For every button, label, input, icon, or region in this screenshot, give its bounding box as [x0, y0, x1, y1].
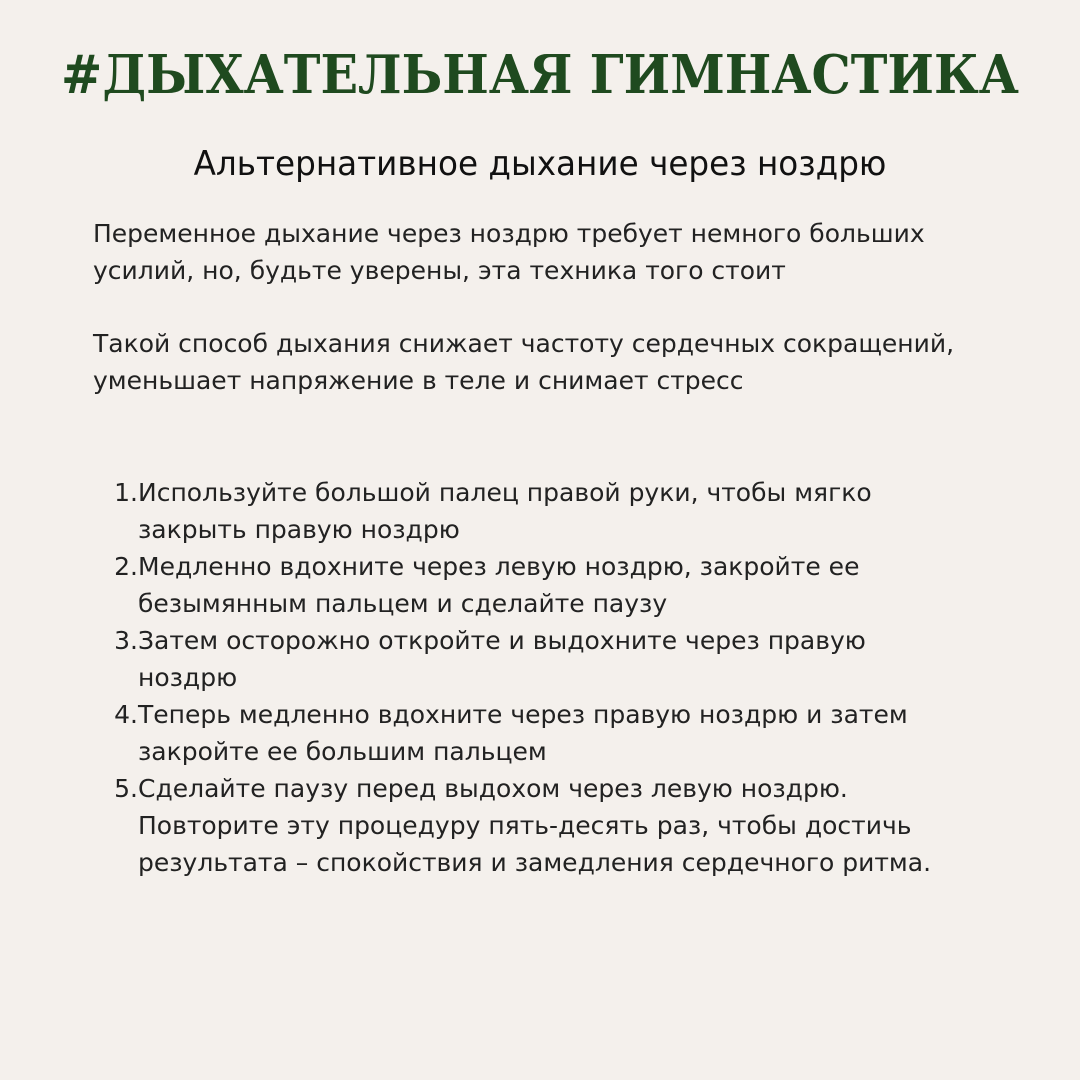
step-number: 3. — [114, 626, 138, 655]
step-number: 5. — [114, 774, 138, 803]
step-number: 4. — [114, 700, 138, 729]
step-text: Сделайте паузу перед выдохом через левую ноздрю. Повторите эту процедуру пять-десять раз, чтобы достичь результата – спокойствия и замедления сердечного ритма. — [138, 774, 932, 877]
steps-list — [93, 474, 993, 881]
step-item — [93, 548, 993, 622]
step-text: Медленно вдохните через левую ноздрю, закройте ее безымянным пальцем и сделайте паузу — [138, 552, 860, 618]
benefits-paragraph: Такой способ дыхания снижает частоту сердечных сокращений, уменьшает напряжение в теле и снимает стресс — [93, 329, 955, 395]
step-number: 2. — [114, 552, 138, 581]
step-number: 1. — [114, 478, 138, 507]
step-item — [93, 696, 993, 770]
intro-paragraph: Переменное дыхание через ноздрю требует немного больших усилий, но, будьте уверены, эта техника того стоит — [93, 219, 925, 285]
page-subtitle: Альтернативное дыхание через ноздрю — [193, 144, 887, 184]
step-item — [93, 770, 993, 881]
step-item — [93, 474, 993, 548]
page-title: #ДЫХАТЕЛЬНАЯ ГИМНАСТИКА — [61, 44, 1019, 106]
step-item — [93, 622, 993, 696]
step-text: Теперь медленно вдохните через правую ноздрю и затем закройте ее большим пальцем — [138, 700, 908, 766]
step-text: Используйте большой палец правой руки, чтобы мягко закрыть правую ноздрю — [138, 478, 872, 544]
step-text: Затем осторожно откройте и выдохните через правую ноздрю — [138, 626, 866, 692]
